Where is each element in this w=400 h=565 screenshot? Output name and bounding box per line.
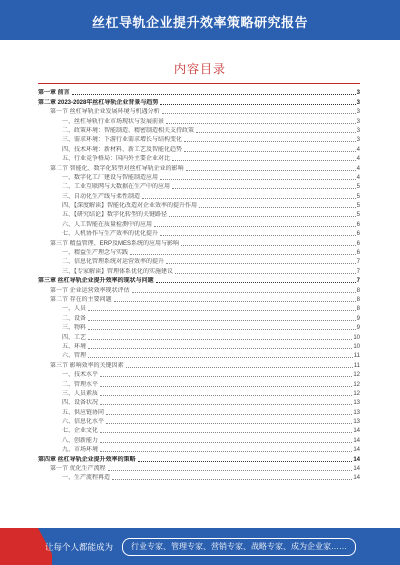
toc-entry[interactable] (38, 219, 360, 228)
toc-entry-text: 五、行业竞争格局：国内外主要企业对比 (62, 156, 171, 163)
toc-page-number: 3 (356, 127, 360, 134)
toc-entry[interactable] (38, 154, 360, 163)
toc-entry[interactable] (38, 210, 360, 219)
toc-entry[interactable] (38, 417, 360, 426)
toc-page-number: 3 (356, 99, 360, 106)
toc-leader-dots (172, 188, 356, 189)
toc-page-number: 3 (356, 137, 360, 144)
toc-entry-text: 第二章 2023-2028年丝杠导轨企业背景与趋势 (38, 99, 159, 106)
toc-title: 内容目录 (173, 62, 226, 76)
toc-entry-text: 一、生产流程再造 (62, 475, 111, 482)
toc-entry-text: 第三节 影响效率的关键因素 (50, 362, 124, 369)
toc-page-number: 12 (353, 372, 360, 379)
toc-page-number: 7 (356, 268, 360, 275)
toc-entry-text: 九、市场环境 (62, 447, 99, 454)
toc-leader-dots (160, 235, 356, 236)
toc-entry[interactable] (38, 191, 360, 200)
toc-page-number: 12 (353, 381, 360, 388)
toc-leader-dots (88, 310, 356, 311)
toc-leader-dots (106, 423, 352, 424)
toc-entry-text: 第一章 前言 (38, 90, 70, 97)
toc-page-number: 5 (356, 203, 360, 210)
toc-leader-dots (126, 367, 353, 368)
toc-page-number: 14 (353, 428, 360, 435)
toc-entry[interactable] (38, 332, 360, 341)
toc-page-number: 4 (356, 146, 360, 153)
toc-page-number: 5 (356, 212, 360, 219)
report-title: 丝杠导轨企业提升效率策略研究报告 (91, 15, 308, 30)
toc-leader-dots (72, 94, 356, 95)
toc-leader-dots (106, 414, 352, 415)
toc-leader-dots (88, 329, 356, 330)
toc-entry[interactable] (38, 473, 360, 482)
toc-page-number: 7 (356, 278, 360, 285)
toc-leader-dots (162, 113, 356, 114)
toc-entry[interactable] (38, 107, 360, 116)
toc-leader-dots (199, 207, 356, 208)
toc-entry[interactable] (38, 295, 360, 304)
toc-entry-text: 三、【专家解读】管理体系优化的实施建议 (62, 268, 174, 275)
toc-entry[interactable] (38, 144, 360, 153)
toc-page-number: 4 (356, 165, 360, 172)
toc-leader-dots (169, 216, 356, 217)
toc-entry-text: 四、工艺 (62, 334, 87, 341)
toc-entry-text: 七、人机协作与生产效率的优化提升 (62, 231, 159, 238)
toc-entry-text: 二、设备 (62, 315, 87, 322)
toc-entry[interactable] (38, 248, 360, 257)
toc-entry-text: 一、精益生产理念与实践 (62, 250, 129, 257)
toc-page-number: 10 (353, 343, 360, 350)
toc-leader-dots (172, 160, 356, 161)
toc-entry[interactable] (38, 342, 360, 351)
toc-leader-dots (88, 357, 353, 358)
toc-entry-text: 二、政策环境：智能制造、精密制造相关支持政策 (62, 127, 195, 134)
toc-entry-text: 七、企业文化 (62, 428, 99, 435)
toc-entry[interactable] (38, 229, 360, 238)
toc-page-number: 13 (353, 409, 360, 416)
toc-entry-text: 五、供应链协同 (62, 409, 105, 416)
toc-leader-dots (88, 320, 356, 321)
toc-entry[interactable] (38, 257, 360, 266)
toc-page-number: 14 (353, 437, 360, 444)
toc-page-number: 14 (353, 466, 360, 473)
toc-entry-text: 一、技术水平 (62, 372, 99, 379)
toc-entry-text: 二、管理水平 (62, 381, 99, 388)
toc-leader-dots (166, 263, 356, 264)
toc-leader-dots (108, 470, 353, 471)
toc-leader-dots (156, 282, 356, 283)
toc-entry[interactable] (38, 445, 360, 454)
toc-page-number: 14 (353, 475, 360, 482)
toc-entry[interactable] (38, 360, 360, 369)
toc-leader-dots (154, 226, 356, 227)
toc-entry[interactable] (38, 126, 360, 135)
toc-leader-dots (130, 254, 356, 255)
toc-entry-text: 四、【深度解读】智能化改造对企业效率的提升作用 (62, 203, 198, 210)
toc-entry[interactable] (38, 398, 360, 407)
toc-page-number: 11 (353, 353, 360, 360)
toc-entry-text: 五、【研究结论】数字化转型的关键路径 (62, 212, 168, 219)
toc-entry[interactable] (38, 163, 360, 172)
toc-entry[interactable] (38, 182, 360, 191)
toc-entry-text: 第一节 企业运营效率现状评估 (50, 287, 130, 294)
toc-entry-text: 第一节 丝杠导轨企业发展环境与机遇分析 (50, 109, 160, 116)
toc-entry-text: 一、丝杠导轨行业市场现状与发展前景 (62, 118, 165, 125)
footer-slogan: 让每个人都能成为 (45, 542, 114, 552)
toc-leader-dots (100, 386, 352, 387)
toc-entry-text: 六、信息化水平 (62, 419, 105, 426)
toc-entry-text: 二、工业互联网与大数据在生产中的应用 (62, 184, 171, 191)
toc-page-number: 5 (356, 184, 360, 191)
toc-leader-dots (184, 141, 356, 142)
toc-page-number: 13 (353, 400, 360, 407)
toc-leader-dots (100, 451, 352, 452)
toc-leader-dots (88, 348, 352, 349)
toc-entry[interactable] (38, 407, 360, 416)
toc-entry-text: 八、创新能力 (62, 437, 99, 444)
toc-entry-text: 第一节 优化生产流程 (50, 466, 106, 473)
toc-entry-text: 第三章 丝杠导轨企业提升效率的现状与问题 (38, 278, 154, 285)
toc-page-number: 4 (356, 156, 360, 163)
toc-leader-dots (100, 442, 352, 443)
report-header-band (0, 0, 400, 40)
toc-entry[interactable] (38, 135, 360, 144)
toc-entry-text: 四、设备状况 (62, 400, 99, 407)
toc-page-number: 9 (356, 315, 360, 322)
toc-entry-text: 三、人员素质 (62, 390, 99, 397)
toc-page-number: 6 (356, 250, 360, 257)
toc-leader-dots (112, 479, 352, 480)
toc-leader-dots (132, 292, 356, 293)
toc-leader-dots (186, 170, 356, 171)
toc-page-number: 7 (356, 259, 360, 266)
toc-leader-dots (181, 245, 356, 246)
toc-entry[interactable] (38, 454, 360, 463)
toc-entry-text: 六、管理 (62, 353, 87, 360)
toc-entry-text: 第二节 智能化、数字化转型对丝杠导轨企业的影响 (50, 165, 184, 172)
toc-leader-dots (100, 376, 352, 377)
toc-entry[interactable] (38, 285, 360, 294)
toc-leader-dots (100, 404, 352, 405)
toc-entry[interactable] (38, 276, 360, 285)
toc-title-rule (38, 83, 360, 84)
toc-page-number: 5 (356, 193, 360, 200)
toc-entry[interactable] (38, 435, 360, 444)
toc-entry[interactable] (38, 351, 360, 360)
toc-entry[interactable] (38, 88, 360, 97)
toc-entry[interactable] (38, 201, 360, 210)
toc-page-number: 6 (356, 221, 360, 228)
toc-entry[interactable] (38, 426, 360, 435)
toc-entry[interactable] (38, 323, 360, 332)
toc-leader-dots (100, 432, 352, 433)
toc-entry-text: 第四章 丝杠导轨企业提升效率的策略 (38, 456, 136, 463)
toc-page-number: 14 (353, 456, 360, 463)
toc-leader-dots (88, 339, 352, 340)
table-of-contents (38, 88, 360, 482)
toc-entry[interactable] (38, 97, 360, 106)
toc-page-number: 12 (353, 390, 360, 397)
toc-entry-text: 第三节 精益管理、ERP及MES系统的应用与影响 (50, 240, 180, 247)
toc-leader-dots (142, 198, 356, 199)
toc-entry-text: 一、数字化工厂建设与智能制造应用 (62, 174, 159, 181)
toc-leader-dots (138, 461, 353, 462)
toc-page-number: 8 (356, 306, 360, 313)
toc-entry[interactable] (38, 379, 360, 388)
toc-entry-text: 一、人员 (62, 306, 87, 313)
toc-entry-text: 三、需求环境：下游行业需求增长与结构变化 (62, 137, 183, 144)
toc-entry[interactable] (38, 304, 360, 313)
toc-page-number: 6 (356, 231, 360, 238)
toc-page-number: 13 (353, 419, 360, 426)
toc-entry[interactable] (38, 116, 360, 125)
toc-entry[interactable] (38, 173, 360, 182)
toc-entry[interactable] (38, 238, 360, 247)
toc-leader-dots (184, 151, 356, 152)
toc-page-number: 3 (356, 109, 360, 116)
toc-page-number: 3 (356, 90, 360, 97)
toc-entry[interactable] (38, 370, 360, 379)
toc-entry[interactable] (38, 313, 360, 322)
toc-page-number: 3 (356, 118, 360, 125)
toc-leader-dots (196, 132, 356, 133)
toc-leader-dots (160, 179, 356, 180)
toc-entry-text: 第二节 存在的主要问题 (50, 296, 112, 303)
toc-entry-text: 三、物料 (62, 325, 87, 332)
toc-entry-text: 三、自动化生产线与柔性制造 (62, 193, 141, 200)
toc-entry-text: 四、技术环境：新材料、新工艺及智能化趋势 (62, 146, 183, 153)
toc-page-number: 4 (356, 174, 360, 181)
toc-page-number: 8 (356, 296, 360, 303)
toc-page-number: 11 (353, 362, 360, 369)
toc-entry-text: 六、人工智能在质量检测中的应用 (62, 221, 153, 228)
toc-leader-dots (166, 123, 356, 124)
toc-entry-text: 五、环境 (62, 343, 87, 350)
toc-leader-dots (175, 273, 356, 274)
footer-tagline-pill: 行业专家、管理专家、营销专家、战略专家、成为企业家…… (122, 538, 356, 556)
toc-entry[interactable] (38, 389, 360, 398)
toc-page-number: 14 (353, 447, 360, 454)
toc-page-number: 10 (353, 334, 360, 341)
toc-page-number: 6 (356, 240, 360, 247)
toc-entry-text: 二、信息化管理系统对运营效率的提升 (62, 259, 165, 266)
toc-entry[interactable] (38, 464, 360, 473)
toc-leader-dots (114, 301, 356, 302)
toc-page-number: 8 (356, 287, 360, 294)
toc-page-number: 9 (356, 325, 360, 332)
toc-leader-dots (100, 395, 352, 396)
toc-entry[interactable] (38, 266, 360, 275)
toc-leader-dots (160, 104, 355, 105)
